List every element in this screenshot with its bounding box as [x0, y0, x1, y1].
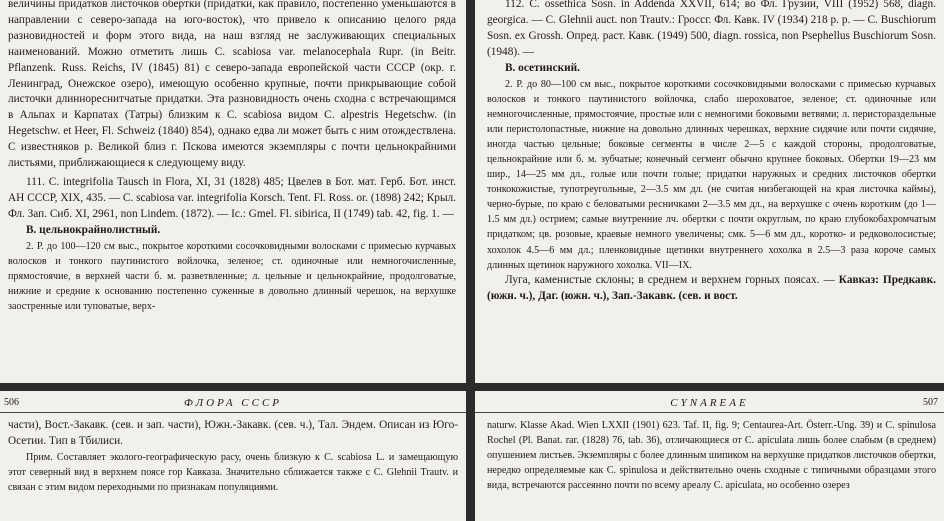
species-description: 2. Р. до 80—100 см выс., покрытое короткими сосочковидными волосками с примесью курчавых волосков и тонкого паутинистого войлочка, слабо шероховатое, зеленое; ст. одиночные или немногочисленные, прямостоячие, простые или с немногими боковыми ветвями; л. перистораздельные или перистолопастные, нижние на довольно длинных черешках, верхние сидячие или почти сидячие, иногда частью цельные; боковые сегменты в числе 2—5 с каждой стороны, продолговатые, цельнокрайние или б. м. зубчатые; конечный сегмент обычно крупнее боковых. Обертки 19—23 мм шир., 14—25 мм дл., голые или почти голые; придатки наружных и средних листочков обертки тонкокожистые, тупотреугольные, 2—3.5 мм дл. (не считая низбегающей на края листочка каймы), черно-бурые, по краю с беловатыми ресничками 2—3.5 мм дл., на верхушке с очень коротким (до 1—1.5 мм дл.) острием; самые внутренние лч. обертки с почти округлым, по краю глубокобахромчатым придатком; цв. розовые, краевые немного увеличены; смк. 5—6 мм дл., коротко- и редковолосистые; хохолок 4.5—6 мм дл.; пленковидные щетинки внутреннего хохолка в 2.5—3 раза короче самых длинных щетинок наружного хохолка. VII—IX. — [487, 78, 936, 271]
page-number: 507 — [923, 397, 938, 408]
species-russian-name: В. осетинский. — [505, 61, 580, 74]
species-description: 2. Р. до 100—120 см выс., покрытое короткими сосочковидными волосками с примесью курчавых волосков и тонкого паутинистого войлочка, зеленое; ст. одиночные или немногочисленные, прямостоячие, в верхней части б. м. разветвленные; л. цельные и цельнокрайние, продолговатые, нижние и средние к основанию постепенно суженные в довольно длинный черешок, на верхушке заостренные или туповатые, верх- — [8, 240, 456, 312]
paragraph: величины придатков листочков обертки (придатки, как правило, постепенно уменьшаются в направлении с северо-запада на юго-восток), что привело к описанию целого ряда разновидностей и форм этого вида, на наш взгляд не заслуживающих специальных наименований. Можно отметить лишь C. scabiosa var. melanocephala Rupr. (in Beitr. Pflanzenk. Russ. Reichs, IV (1845) 81) с северо-запада европейской части СССР (окр. г. Ленинград, Онежское озеро), имеющую особенно крупные, почти прикрывающие собой листочки длиннореснитчатые придатки. Эта разновидность очень сходна с встречающимся в Альпах и Карпатах (Татры) близким к C. scabiosa видом C. alpestris Hegetschw. (in Hegetschw. et Heer, Fl. Schweiz (1840) 854), однако едва ли может быть с ним отождествлена. С известняков р. Великой близ г. Пскова имеются экземпляры с почти цельнокрайними листьями, приближающиеся к следующему виду. — [8, 0, 456, 170]
page-bottom-right — [475, 391, 944, 521]
running-header — [475, 397, 944, 413]
page-number: 506 — [4, 397, 19, 408]
page-top-right — [475, 0, 944, 383]
species-111-heading — [8, 175, 456, 239]
species-citation: 112. C. ossethica Sosn. in Addenda XXVII, 614; во Фл. Грузии, VIII (1952) 568, diagn. georgica. — C. Glehnii auct. non Trautv.: Гроссг. Фл. Кавк. IV (1934) 218 p. p. — C. Buschiorum Sosn. ex Grossh. Опред. раст. Кавк. (1949) 500, diagn. rossica, non Psephellus Buschiorum Sosn. (1948). — — [487, 0, 936, 58]
species-russian-name: В. цельнокрайнолистный. — [26, 223, 161, 236]
header-rule — [475, 412, 944, 413]
paragraph: naturw. Klasse Akad. Wien LXXII (1901) 623. Taf. II, fig. 9; Centaurea-Art. Österr.-Ung. 39) и C. spinulosa Rochel (Pl. Banat. rar. (1828) 76, tab. 36), отличающиеся от C. apiculata лишь более слабым (в среднем) опушением листьев. Экземпляры с более длинным шипиком на верхушке придатков листочков обертки, нередко определяемые как C. spinulosa и действительно очень сходные с типичными образцами этого вида, встречаются рассеянно почти по всему ареалу C. apiculata, но особенно озерез — [487, 420, 936, 492]
habitat-text: Луга, каменистые склоны; в среднем и верхнем горных поясах. — — [505, 273, 835, 286]
text-column — [0, 418, 466, 495]
text-column — [0, 0, 466, 314]
page-top-left — [0, 0, 466, 383]
page-bottom-left — [0, 391, 466, 521]
running-title: ФЛОРА СССР — [183, 397, 283, 409]
habitat-paragraph — [487, 273, 936, 305]
header-rule — [0, 412, 466, 413]
species-citation: 111. C. integrifolia Tausch in Flora, XI, 31 (1828) 485; Цвелев в Бот. мат. Герб. Бот. инст. АН СССР, XIX, 435. — C. scabiosa var. integrifolia Korsch. Tent. Fl. Ross. or. (1898) 242; Крыл. Фл. Зап. Сиб. XI, 2961, non Lindem. (1872). — Ic.: Gmel. Fl. sibirica, II (1749) tab. 42, fig. 1. — — [8, 175, 456, 220]
running-title: CYNAREAE — [670, 397, 749, 409]
note-paragraph: Прим. Составляет эколого-географическую расу, очень близкую к C. scabiosa L. и замещающую этот северный вид в верхнем поясе гор Кавказа. Значительно сближается также с C. Glehnii Trautv. и связан с этим видом переходными по признакам популяциями. — [8, 451, 458, 493]
running-header — [0, 397, 466, 413]
text-column — [475, 418, 944, 493]
species-112-heading — [487, 0, 936, 77]
distribution-text: Кавказ: Предкавк. (южн. ч.), Даг. (южн. ч.), Зап.-Закавк. (сев. и вост. — [487, 273, 936, 302]
text-column — [475, 0, 944, 305]
paragraph: части), Вост.-Закавк. (сев. и зап. части), Южн.-Закавк. (сев. ч.), Тал. Эндем. Описан из Юго-Осетии. Тип в Тбилиси. — [8, 419, 458, 447]
